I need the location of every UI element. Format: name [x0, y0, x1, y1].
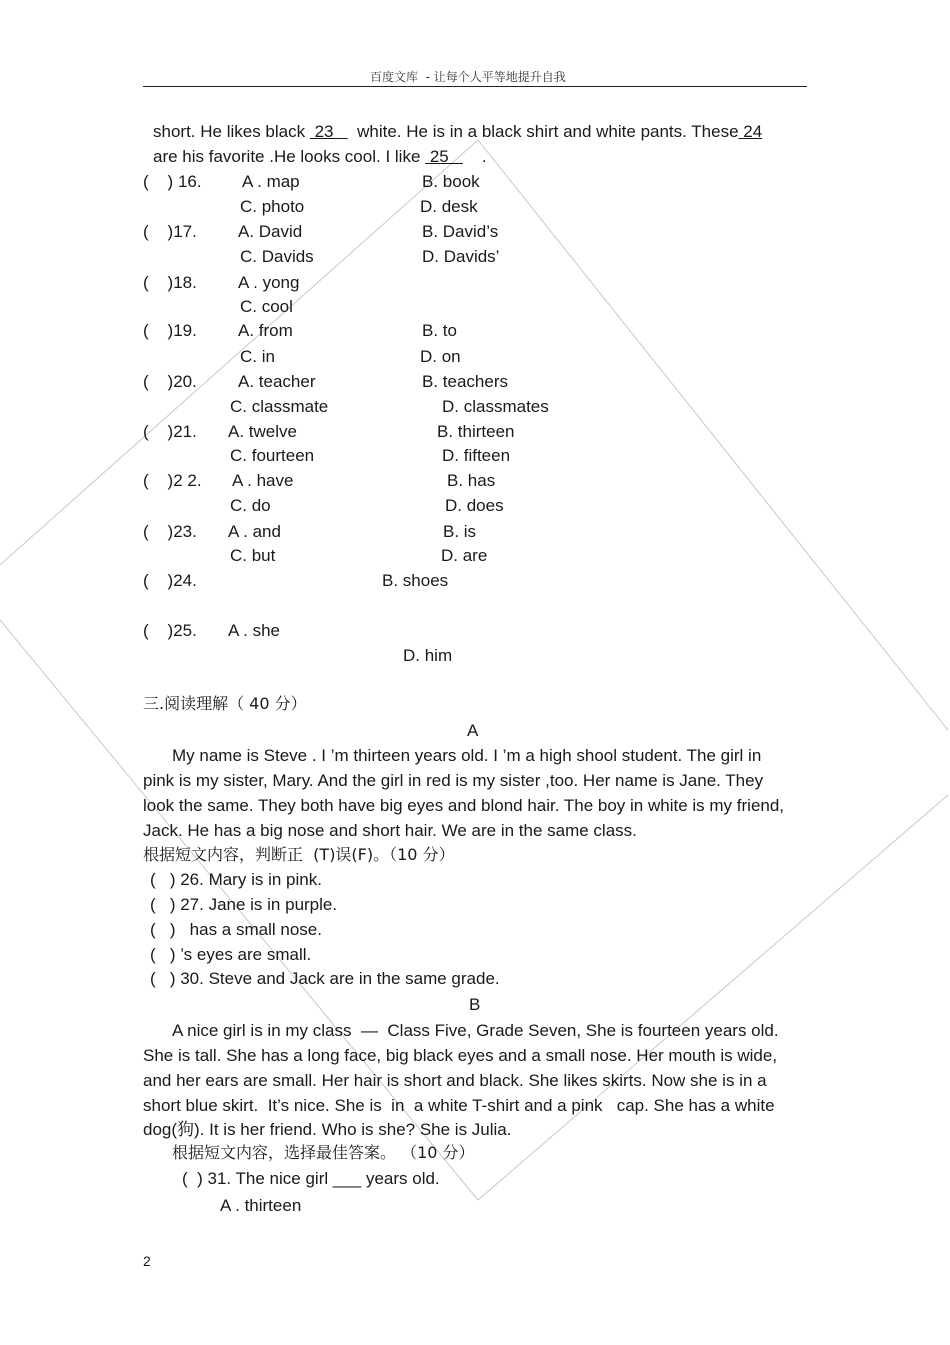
blank-25: 25 — [425, 147, 463, 166]
watermark-line — [478, 140, 948, 730]
question-number: ( ) 16. — [143, 172, 202, 191]
question-number: ( )24. — [143, 571, 197, 590]
option-d: D. desk — [420, 197, 478, 216]
option-a: A. teacher — [238, 372, 316, 391]
option-b: B. is — [443, 522, 477, 541]
option-a: A . she — [228, 621, 280, 640]
option-b: B. book — [422, 172, 480, 191]
question-number: ( )25. — [143, 621, 197, 640]
passage-text: are his favorite .He looks cool. I like — [153, 147, 426, 166]
paragraph-line: pink is my sister, Mary. And the girl in red is my sister ,too. Her name is Jane. They — [143, 771, 764, 790]
paragraph-line: look the same. They both have big eyes and blond hair. The boy in white is my friend, — [143, 796, 785, 815]
option-a: A . have — [232, 471, 294, 490]
paragraph-line: short blue skirt. It’s nice. She is in a white T-shirt and a pink cap. She has a white — [143, 1096, 775, 1115]
paragraph-line: and her ears are small. Her hair is short and black. She likes skirts. Now she is in a — [143, 1071, 767, 1090]
question-number: ( )21. — [143, 422, 197, 441]
passage-text: short. He likes black — [153, 122, 310, 141]
option-d: D. him — [403, 646, 453, 665]
option-b: B. thirteen — [437, 422, 515, 441]
question-number: ( )23. — [143, 522, 197, 541]
part-b-label: B — [469, 995, 481, 1014]
option-c: C. cool — [240, 297, 293, 316]
question-number: ( )18. — [143, 273, 197, 292]
question-number: ( )17. — [143, 222, 197, 241]
blank-23: 23 — [309, 122, 348, 141]
paragraph-line: She is tall. She has a long face, big black eyes and a small nose. Her mouth is wide, — [143, 1046, 778, 1065]
option-a: A . and — [228, 522, 281, 541]
part-a-label: A — [467, 721, 479, 740]
option-d: D. classmates — [442, 397, 549, 416]
page-number: 2 — [143, 1253, 151, 1269]
tf-item: ( ) 27. Jane is in purple. — [150, 895, 338, 914]
watermark-line — [478, 795, 948, 1200]
option-d: D. are — [441, 546, 488, 565]
option-c: C. classmate — [230, 397, 329, 416]
option-d: D. on — [420, 347, 461, 366]
paragraph-line: A nice girl is in my class — Class Five, Grade Seven, She is fourteen years old. — [172, 1021, 779, 1040]
option-c: C. fourteen — [230, 446, 315, 465]
question-number: ( )20. — [143, 372, 197, 391]
option-b: B. shoes — [382, 571, 449, 590]
tf-item: ( ) ’s eyes are small. — [150, 945, 312, 964]
question-31: ( ) 31. The nice girl ___ years old. — [182, 1169, 440, 1188]
blank-24: 24 — [738, 122, 763, 141]
option-a: A . yong — [238, 273, 300, 292]
paragraph-line: Jack. He has a big nose and short hair. We are in the same class. — [143, 821, 637, 840]
option-d: D. does — [445, 496, 504, 515]
passage-line-1 — [153, 122, 762, 142]
passage-line-2 — [153, 147, 487, 167]
option-c: C. do — [230, 496, 271, 515]
header-text: 百度文库 - 让每个人平等地提升自我 — [370, 70, 566, 84]
passage-text: white. He is in a black shirt and white pants. These — [347, 122, 739, 141]
option-b: B. to — [422, 321, 457, 340]
question-number: ( )2 2. — [143, 471, 202, 490]
option-b: B. teachers — [422, 372, 508, 391]
option-d: D. fifteen — [442, 446, 511, 465]
passage-text: . — [462, 147, 487, 166]
instruction-text: 根据短文内容，选择最佳答案。 （10 分） — [172, 1143, 475, 1162]
option-c: C. but — [230, 546, 276, 565]
instruction-text: 根据短文内容，判断正 (T)误(F)。（10 分） — [143, 845, 455, 864]
option-d: D. Davids’ — [422, 247, 500, 266]
option-c: C. photo — [240, 197, 305, 216]
tf-item: ( ) 26. Mary is in pink. — [150, 870, 322, 889]
header-rule — [143, 86, 807, 87]
option-c: C. Davids — [240, 247, 314, 266]
option-b: B. has — [447, 471, 496, 490]
option-a: A. David — [238, 222, 303, 241]
option-a: A . thirteen — [220, 1196, 302, 1215]
option-b: B. David’s — [422, 222, 499, 241]
option-c: C. in — [240, 347, 275, 366]
option-a: A . map — [242, 172, 300, 191]
paragraph-line: dog(狗). It is her friend. Who is she? She is Julia. — [143, 1120, 512, 1139]
tf-item: ( ) has a small nose. — [150, 920, 322, 939]
question-number: ( )19. — [143, 321, 197, 340]
option-a: A. twelve — [228, 422, 297, 441]
option-a: A. from — [238, 321, 293, 340]
tf-item: ( ) 30. Steve and Jack are in the same grade. — [150, 969, 500, 988]
section-title: 三.阅读理解（ 40 分） — [143, 694, 307, 713]
paragraph-line: My name is Steve . I ’m thirteen years old. I ’m a high shool student. The girl in — [172, 746, 762, 765]
